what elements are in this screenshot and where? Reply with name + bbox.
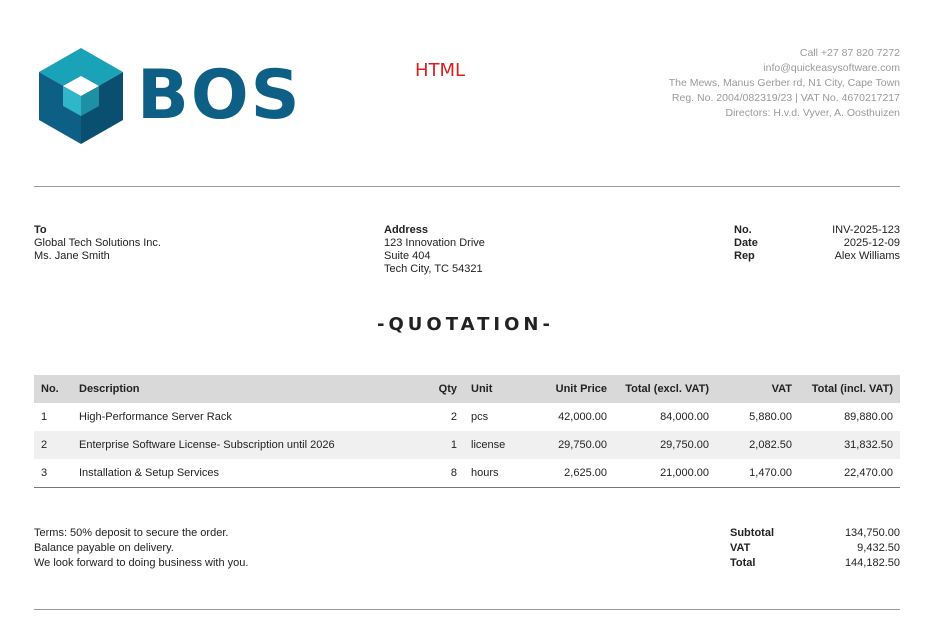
- recipient-company: Global Tech Solutions Inc.: [34, 237, 161, 249]
- line-items-table: [34, 375, 900, 488]
- number-label: No.: [734, 224, 752, 236]
- header-qty: Qty: [424, 375, 464, 403]
- logo-wordmark: BOS: [137, 56, 302, 135]
- vat-value: 9,432.50: [857, 542, 900, 554]
- row-total-excl: 84,000.00: [660, 411, 709, 423]
- terms-line-3: We look forward to doing business with you.: [34, 557, 249, 569]
- total-value: 144,182.50: [844, 557, 900, 569]
- footer-divider: [34, 609, 900, 610]
- address-line-2: Suite 404: [384, 250, 431, 262]
- row-qty: 1: [424, 431, 464, 459]
- total-label: Total: [730, 557, 756, 569]
- row-total-incl: 89,880.00: [844, 411, 893, 423]
- terms-block: [34, 526, 248, 571]
- table-header-row: [34, 375, 900, 403]
- date-label: Date: [734, 237, 758, 249]
- address-label: Address: [384, 224, 429, 236]
- row-unit: hours: [464, 459, 526, 487]
- row-total-excl: 29,750.00: [614, 431, 716, 459]
- header-vat: VAT: [716, 375, 799, 403]
- terms-line-1: Terms: 50% deposit to secure the order.: [34, 527, 229, 539]
- row-unit-price: 29,750.00: [526, 431, 614, 459]
- address-line-1: 123 Innovation Drive: [384, 237, 485, 249]
- subtotal-value: 134,750.00: [844, 527, 900, 539]
- row-vat: 2,082.50: [716, 431, 799, 459]
- table-row: [34, 403, 900, 431]
- company-details: [669, 46, 900, 121]
- row-no: 3: [34, 459, 72, 487]
- row-description: Installation & Setup Services: [72, 459, 424, 487]
- row-qty: 8: [424, 459, 464, 487]
- total-row: [730, 556, 900, 571]
- recipient-contact: Ms. Jane Smith: [34, 250, 110, 262]
- recipient-block: [34, 224, 161, 263]
- totals-block: [730, 526, 900, 571]
- header-description: Description: [72, 375, 424, 403]
- header-total-incl: Total (incl. VAT): [799, 375, 900, 403]
- meta-rep-row: [734, 250, 900, 263]
- row-unit: pcs: [471, 411, 489, 423]
- quote-meta: [734, 224, 900, 263]
- rep-value: Alex Williams: [834, 250, 900, 262]
- date-value: 2025-12-09: [843, 237, 900, 249]
- header-total-excl: Total (excl. VAT): [614, 375, 716, 403]
- row-vat: 5,880.00: [749, 411, 792, 423]
- subtotal-row: [730, 526, 900, 541]
- html-label: HTML: [415, 60, 466, 81]
- document-title: -QUOTATION-: [377, 314, 554, 335]
- meta-number-row: [734, 224, 900, 237]
- company-phone: Call +27 87 820 7272: [799, 47, 900, 59]
- table-row: [34, 431, 900, 459]
- to-label: To: [34, 224, 47, 236]
- terms-line-2: Balance payable on delivery.: [34, 542, 174, 554]
- meta-date-row: [734, 237, 900, 250]
- row-no: 2: [34, 431, 72, 459]
- header-unit-price: Unit Price: [526, 375, 614, 403]
- address-line-3: Tech City, TC 54321: [384, 263, 483, 275]
- company-registration: Reg. No. 2004/082319/23 | VAT No. 4670217217: [671, 92, 900, 104]
- row-total-incl: 31,832.50: [799, 431, 900, 459]
- rep-label: Rep: [734, 250, 755, 262]
- row-vat: 1,470.00: [716, 459, 799, 487]
- table-row: [34, 459, 900, 487]
- header-divider: [34, 186, 900, 187]
- row-unit: license: [464, 431, 526, 459]
- cube-logo-icon: [33, 46, 129, 146]
- company-email: info@quickeasysoftware.com: [763, 62, 900, 74]
- number-value: INV-2025-123: [832, 224, 900, 236]
- subtotal-label: Subtotal: [730, 527, 774, 539]
- vat-label: VAT: [730, 542, 751, 554]
- header-no: No.: [34, 375, 72, 403]
- company-logo: [33, 46, 303, 146]
- header-unit: Unit: [464, 375, 526, 403]
- row-description: High-Performance Server Rack: [79, 411, 232, 423]
- row-unit-price: 42,000.00: [558, 411, 607, 423]
- row-no: 1: [41, 411, 48, 423]
- row-qty: 2: [450, 411, 457, 423]
- row-unit-price: 2,625.00: [526, 459, 614, 487]
- vat-row: [730, 541, 900, 556]
- row-total-excl: 21,000.00: [614, 459, 716, 487]
- company-address: The Mews, Manus Gerber rd, N1 City, Cape Town: [668, 77, 900, 89]
- row-total-incl: 22,470.00: [799, 459, 900, 487]
- company-directors: Directors: H.v.d. Vyver, A. Oosthuizen: [725, 107, 900, 119]
- row-description: Enterprise Software License- Subscription until 2026: [72, 431, 424, 459]
- address-block: [384, 224, 485, 276]
